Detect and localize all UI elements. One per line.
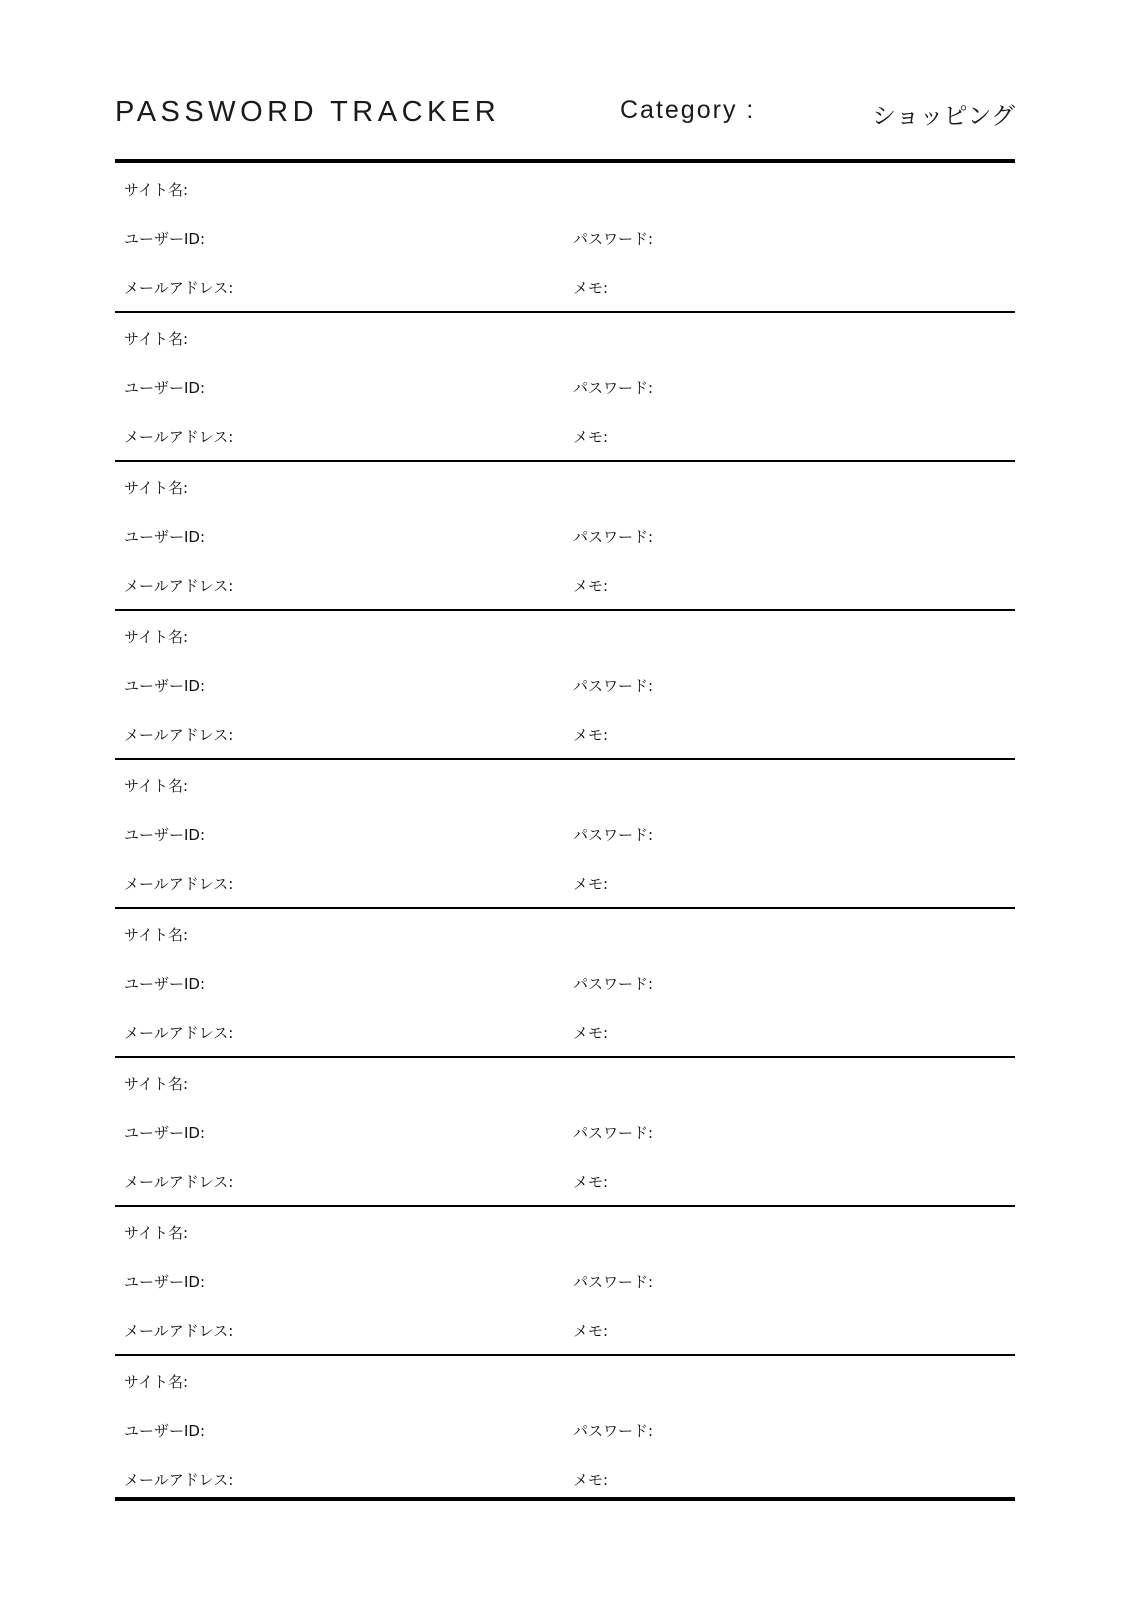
email-label: メールアドレス: [124,1322,234,1340]
user-id-label: ユーザーID: [124,230,206,248]
password-label: パスワード: [573,379,654,397]
category-label: Category : [620,96,756,124]
password-entry [115,909,1015,1058]
password-label: パスワード: [573,1422,654,1440]
memo-label: メモ: [573,428,609,446]
password-label: パスワード: [573,826,654,844]
memo-label: メモ: [573,1024,609,1042]
page-title: PASSWORD TRACKER [115,96,501,128]
memo-label: メモ: [573,726,609,744]
email-label: メールアドレス: [124,875,234,893]
password-entry [115,611,1015,760]
password-entry [115,164,1015,313]
user-id-label: ユーザーID: [124,975,206,993]
password-entry [115,1356,1015,1503]
password-label: パスワード: [573,975,654,993]
memo-label: メモ: [573,279,609,297]
password-entry [115,462,1015,611]
user-id-label: ユーザーID: [124,379,206,397]
email-label: メールアドレス: [124,1173,234,1191]
site-name-label: サイト名: [124,181,189,199]
memo-label: メモ: [573,577,609,595]
password-entry [115,1058,1015,1207]
site-name-label: サイト名: [124,1224,189,1242]
password-label: パスワード: [573,528,654,546]
email-label: メールアドレス: [124,1024,234,1042]
site-name-label: サイト名: [124,628,189,646]
email-label: メールアドレス: [124,726,234,744]
entry-list [115,164,1015,1503]
top-divider [115,159,1015,163]
user-id-label: ユーザーID: [124,1422,206,1440]
memo-label: メモ: [573,875,609,893]
memo-label: メモ: [573,1322,609,1340]
user-id-label: ユーザーID: [124,528,206,546]
category-value: ショッピング [871,102,1015,130]
user-id-label: ユーザーID: [124,677,206,695]
site-name-label: サイト名: [124,330,189,348]
site-name-label: サイト名: [124,479,189,497]
password-label: パスワード: [573,230,654,248]
site-name-label: サイト名: [124,1373,189,1391]
password-entry [115,313,1015,462]
password-label: パスワード: [573,677,654,695]
password-entry [115,1207,1015,1356]
user-id-label: ユーザーID: [124,826,206,844]
site-name-label: サイト名: [124,926,189,944]
site-name-label: サイト名: [124,777,189,795]
bottom-divider [115,1497,1015,1501]
email-label: メールアドレス: [124,577,234,595]
memo-label: メモ: [573,1173,609,1191]
site-name-label: サイト名: [124,1075,189,1093]
password-label: パスワード: [573,1124,654,1142]
email-label: メールアドレス: [124,1471,234,1489]
password-label: パスワード: [573,1273,654,1291]
email-label: メールアドレス: [124,279,234,297]
email-label: メールアドレス: [124,428,234,446]
memo-label: メモ: [573,1471,609,1489]
password-entry [115,760,1015,909]
user-id-label: ユーザーID: [124,1124,206,1142]
user-id-label: ユーザーID: [124,1273,206,1291]
